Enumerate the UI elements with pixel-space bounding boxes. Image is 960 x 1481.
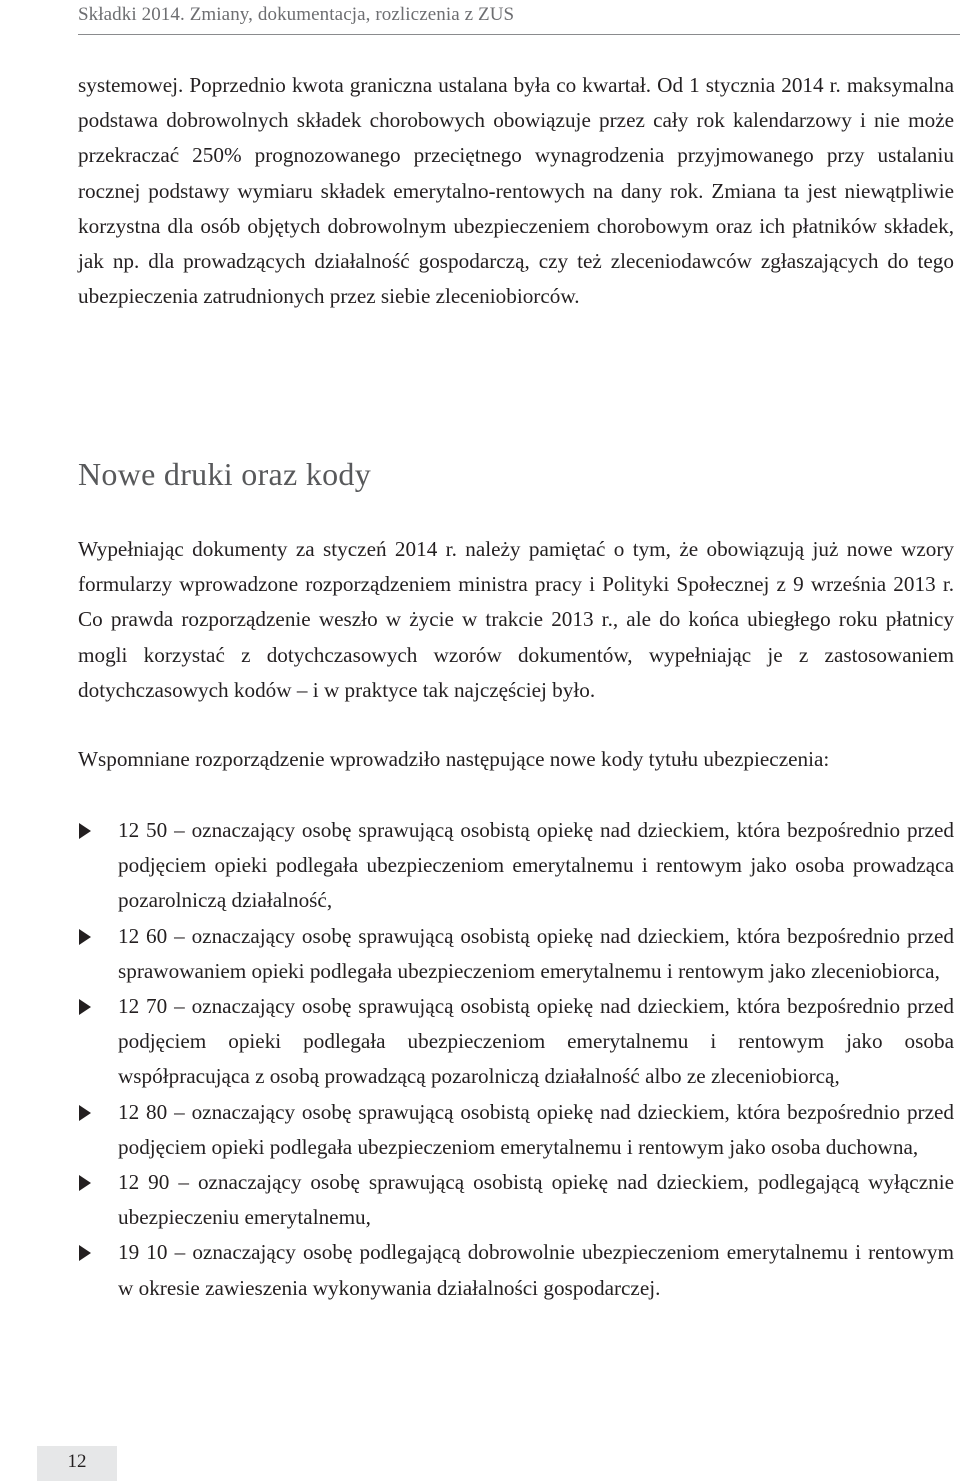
list-item (78, 989, 954, 1095)
header-rule (78, 34, 960, 35)
list-item-text: 12 80 – oznaczający osobę sprawującą osobistą opiekę nad dzieckiem, która bezpośrednio przed podjęciem opieki podlegała ubezpieczeniom emerytalnemu i rentowym jako osoba duchowna, (118, 1099, 954, 1159)
section-heading: Nowe druki oraz kody (78, 456, 372, 492)
list-item (78, 1095, 954, 1165)
list-item (78, 813, 954, 919)
list-item-text: 12 60 – oznaczający osobę sprawującą osobistą opiekę nad dzieckiem, która bezpośrednio przed sprawowaniem opieki podlegała ubezpieczeniom emerytalnemu i rentowym jako zleceniobiorca, (118, 923, 954, 983)
list-item (78, 919, 954, 989)
triangle-bullet-icon (79, 1245, 91, 1261)
page-number: 12 (67, 1451, 87, 1472)
body-paragraph: systemowej. Poprzednio kwota graniczna ustalana była co kwartał. Od 1 stycznia 2014 r. maksymalna podstawa dobrowolnych składek chorobowych obowiązuje przez cały rok kalendarzowy i nie może przekraczać 250% prognozowanego przeciętnego wynagrodzenia przyjmowanego przy ustalaniu rocznej podstawy wymiaru składek emerytalno-rentowych na dany rok. Zmiana ta jest niewątpliwie korzystna dla osób objętych dobrowolnym ubezpieczeniem chorobowym oraz ich płatników składek, jak np. dla prowadzących działalność gospodarczą, czy też zleceniodawców zgłaszających do tego ubezpieczenia zatrudnionych przez siebie zleceniobiorców. (78, 73, 954, 309)
list-item (78, 1165, 954, 1235)
list-item-text: 12 90 – oznaczający osobę sprawującą osobistą opiekę nad dzieckiem, podlegającą wyłącznie ubezpieczeniu emerytalnemu, (118, 1170, 954, 1230)
triangle-bullet-icon (79, 999, 91, 1015)
triangle-bullet-icon (79, 929, 91, 945)
body-paragraph: Wypełniając dokumenty za styczeń 2014 r. należy pamiętać o tym, że obowiązują już nowe wzory formularzy wprowadzone rozporządzeniem ministra pracy i Polityki Społecznej z 9 września 2013 r. Co prawda rozporządzenie weszło w życie w trakcie 2013 r., ale do końca ubiegłego roku płatnicy mogli korzystać z dotychczasowych wzorów dokumentów, wypełniając je z zastosowaniem dotychczasowych kodów – i w praktyce tak najczęściej było. (78, 537, 954, 702)
list-item-text: 12 70 – oznaczający osobę sprawującą osobistą opiekę nad dzieckiem, która bezpośrednio przed podjęciem opieki podlegała ubezpieczeniom emerytalnemu i rentowym jako osoba współpracująca z osobą prowadzącą pozarolniczą działalność albo ze zleceniobiorcą, (118, 994, 954, 1089)
triangle-bullet-icon (79, 1175, 91, 1191)
page-number-box (37, 1446, 117, 1481)
running-header: Składki 2014. Zmiany, dokumentacja, rozliczenia z ZUS (78, 4, 515, 25)
list-item-text: 19 10 – oznaczający osobę podlegającą dobrowolnie ubezpieczeniom emerytalnemu i rentowym w okresie zawieszenia wykonywania działalności gospodarczej. (118, 1240, 954, 1300)
body-paragraph: Wspomniane rozporządzenie wprowadziło następujące nowe kody tytułu ubezpieczenia: (78, 747, 830, 771)
triangle-bullet-icon (79, 823, 91, 839)
code-list (78, 813, 954, 1306)
list-item (78, 1235, 954, 1305)
triangle-bullet-icon (79, 1105, 91, 1121)
list-item-text: 12 50 – oznaczający osobę sprawującą osobistą opiekę nad dzieckiem, która bezpośrednio przed podjęciem opieki podlegała ubezpieczeniom emerytalnemu i rentowym jako osoba prowadząca pozarolniczą działalność, (118, 818, 954, 913)
